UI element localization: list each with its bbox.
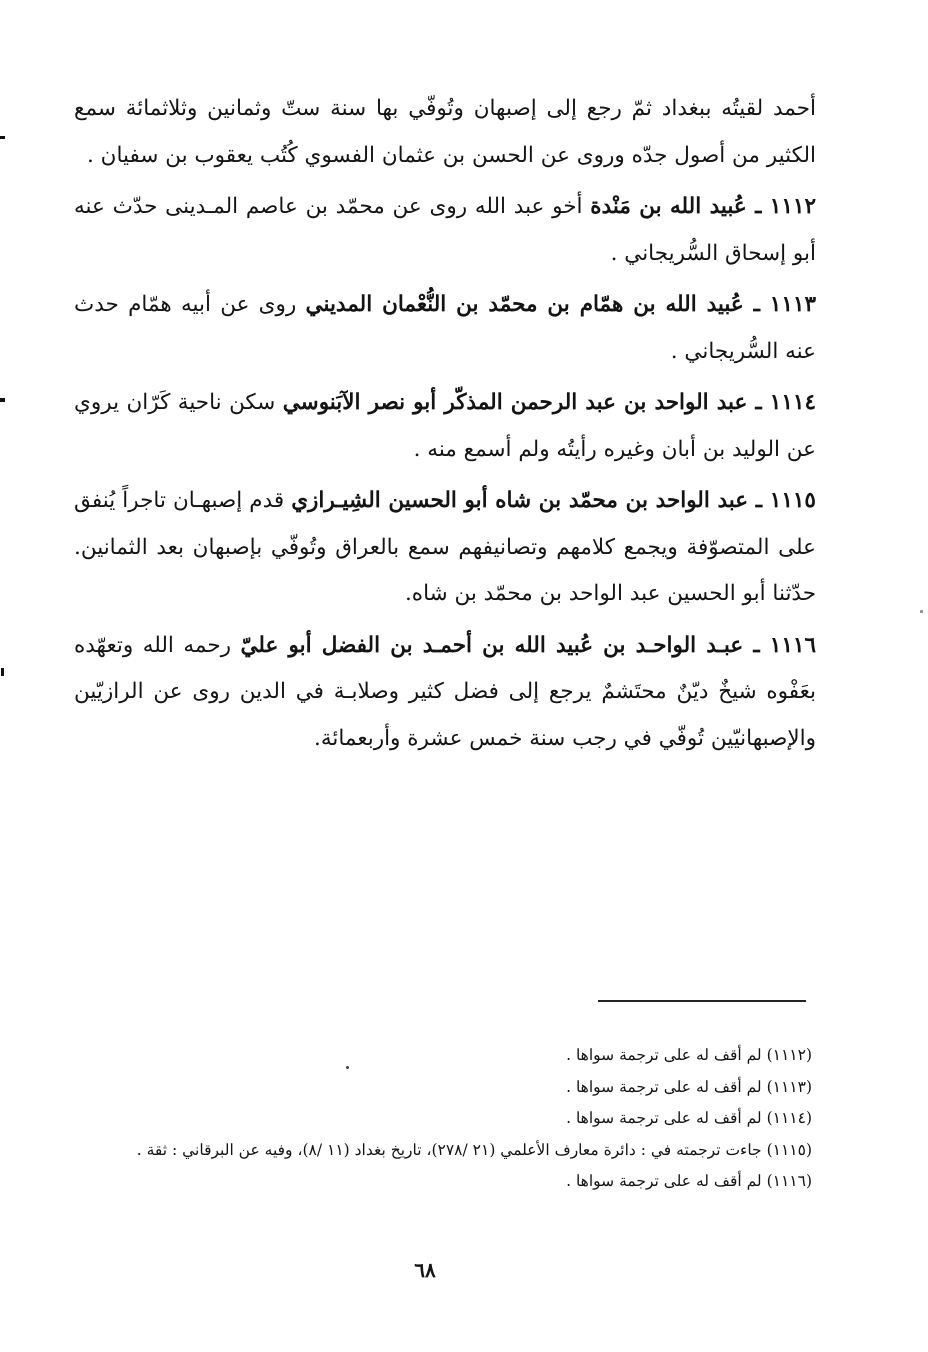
entry-1114 — [74, 380, 816, 473]
entry-text: روى عن أبيه همّام حدث عنه السُّريجاني . — [74, 292, 816, 364]
footnote-1114: (١١١٤) لم أقف له على ترجمة سواها . — [566, 1109, 812, 1127]
entry-1112 — [74, 184, 816, 277]
footnote-1115: (١١١٥) جاءت ترجمته في : دائرة معارف الأعلمي (٢١ /٢٧٨)، تاريخ بغداد (١١ /٨)، وفيه عن البرقاني : ثقة . — [136, 1140, 812, 1159]
page-number: ٦٨ — [414, 1258, 436, 1282]
footnotes — [70, 1040, 812, 1198]
scan-speck — [920, 610, 923, 613]
scan-mark — [1, 668, 4, 676]
paragraph-continuation — [74, 86, 816, 179]
entry-heading: ١١١٣ ـ عُبيد الله بن همّام بن محمّد بن النُّعْمان المديني — [305, 292, 816, 317]
scan-mark — [0, 398, 5, 402]
entry-1115 — [74, 478, 816, 618]
entry-text: سكن ناحية كَرّان يروي عن الوليد بن أبان وغيره رأيتُه ولم أسمع منه . — [74, 390, 816, 462]
entry-text: قدم إصبهـان تاجراً يُنفق على المتصوّفة ويجمع كلامهم وتصانيفهم سمع بالعراق وتُوفّي بإصبهان بعد الثمانين. حدّثنا أبو الحسين عبد الواحد بن محمّد بن شاه. — [74, 488, 816, 606]
entry-text: رحمه الله وتعهّده بعَفْوه شيخٌ ديّنٌ محتَشمٌ يرجع إلى فضل كثير وصلابـة في الدين روى عن الرازيّين والإصبهانيّين تُوفّي في رجب سنة خمس عشرة وأربعمائة. — [74, 632, 816, 751]
footnote-divider — [598, 1000, 806, 1002]
paragraph-text: أحمد لقيتُه ببغداد ثمّ رجع إلى إصبهان وتُوفّي بها سنة ستّ وثمانين وثلاثمائة سمع الكثير من أصول جدّه وروى عن الحسن بن عثمان الفسوي كُتُب يعقوب بن سفيان . — [74, 96, 816, 168]
entry-1113 — [74, 282, 816, 375]
footnote-1112: (١١١٢) لم أقف له على ترجمة سواها . — [566, 1046, 812, 1064]
main-text — [74, 86, 816, 767]
entry-heading: ١١١٢ ـ عُبيد الله بن مَنْدة — [590, 194, 816, 219]
footnote-1116: (١١١٦) لم أقف له على ترجمة سواها . — [566, 1172, 812, 1190]
entry-heading: ١١١٤ ـ عبد الواحد بن عبد الرحمن المذكّر أبو نصر الآبَنوسي — [282, 390, 816, 415]
footnote-1113: (١١١٣) لم أقف له على ترجمة سواها . — [566, 1077, 812, 1096]
scan-mark — [0, 136, 5, 139]
entry-heading: ١١١٦ ـ عبـد الواحـد بن عُبيد الله بن أحمـد بن الفضل أبو عليّ — [240, 632, 816, 658]
entry-heading: ١١١٥ ـ عبد الواحد بن محمّد بن شاه أبو الحسين الشِيـرازي — [291, 488, 816, 513]
entry-text: أخو عبد الله روى عن محمّد بن عاصم المـدينى حدّث عنه أبو إسحاق السُّريجاني . — [74, 194, 816, 266]
scan-speck — [346, 1066, 349, 1069]
entry-1116 — [74, 623, 816, 763]
